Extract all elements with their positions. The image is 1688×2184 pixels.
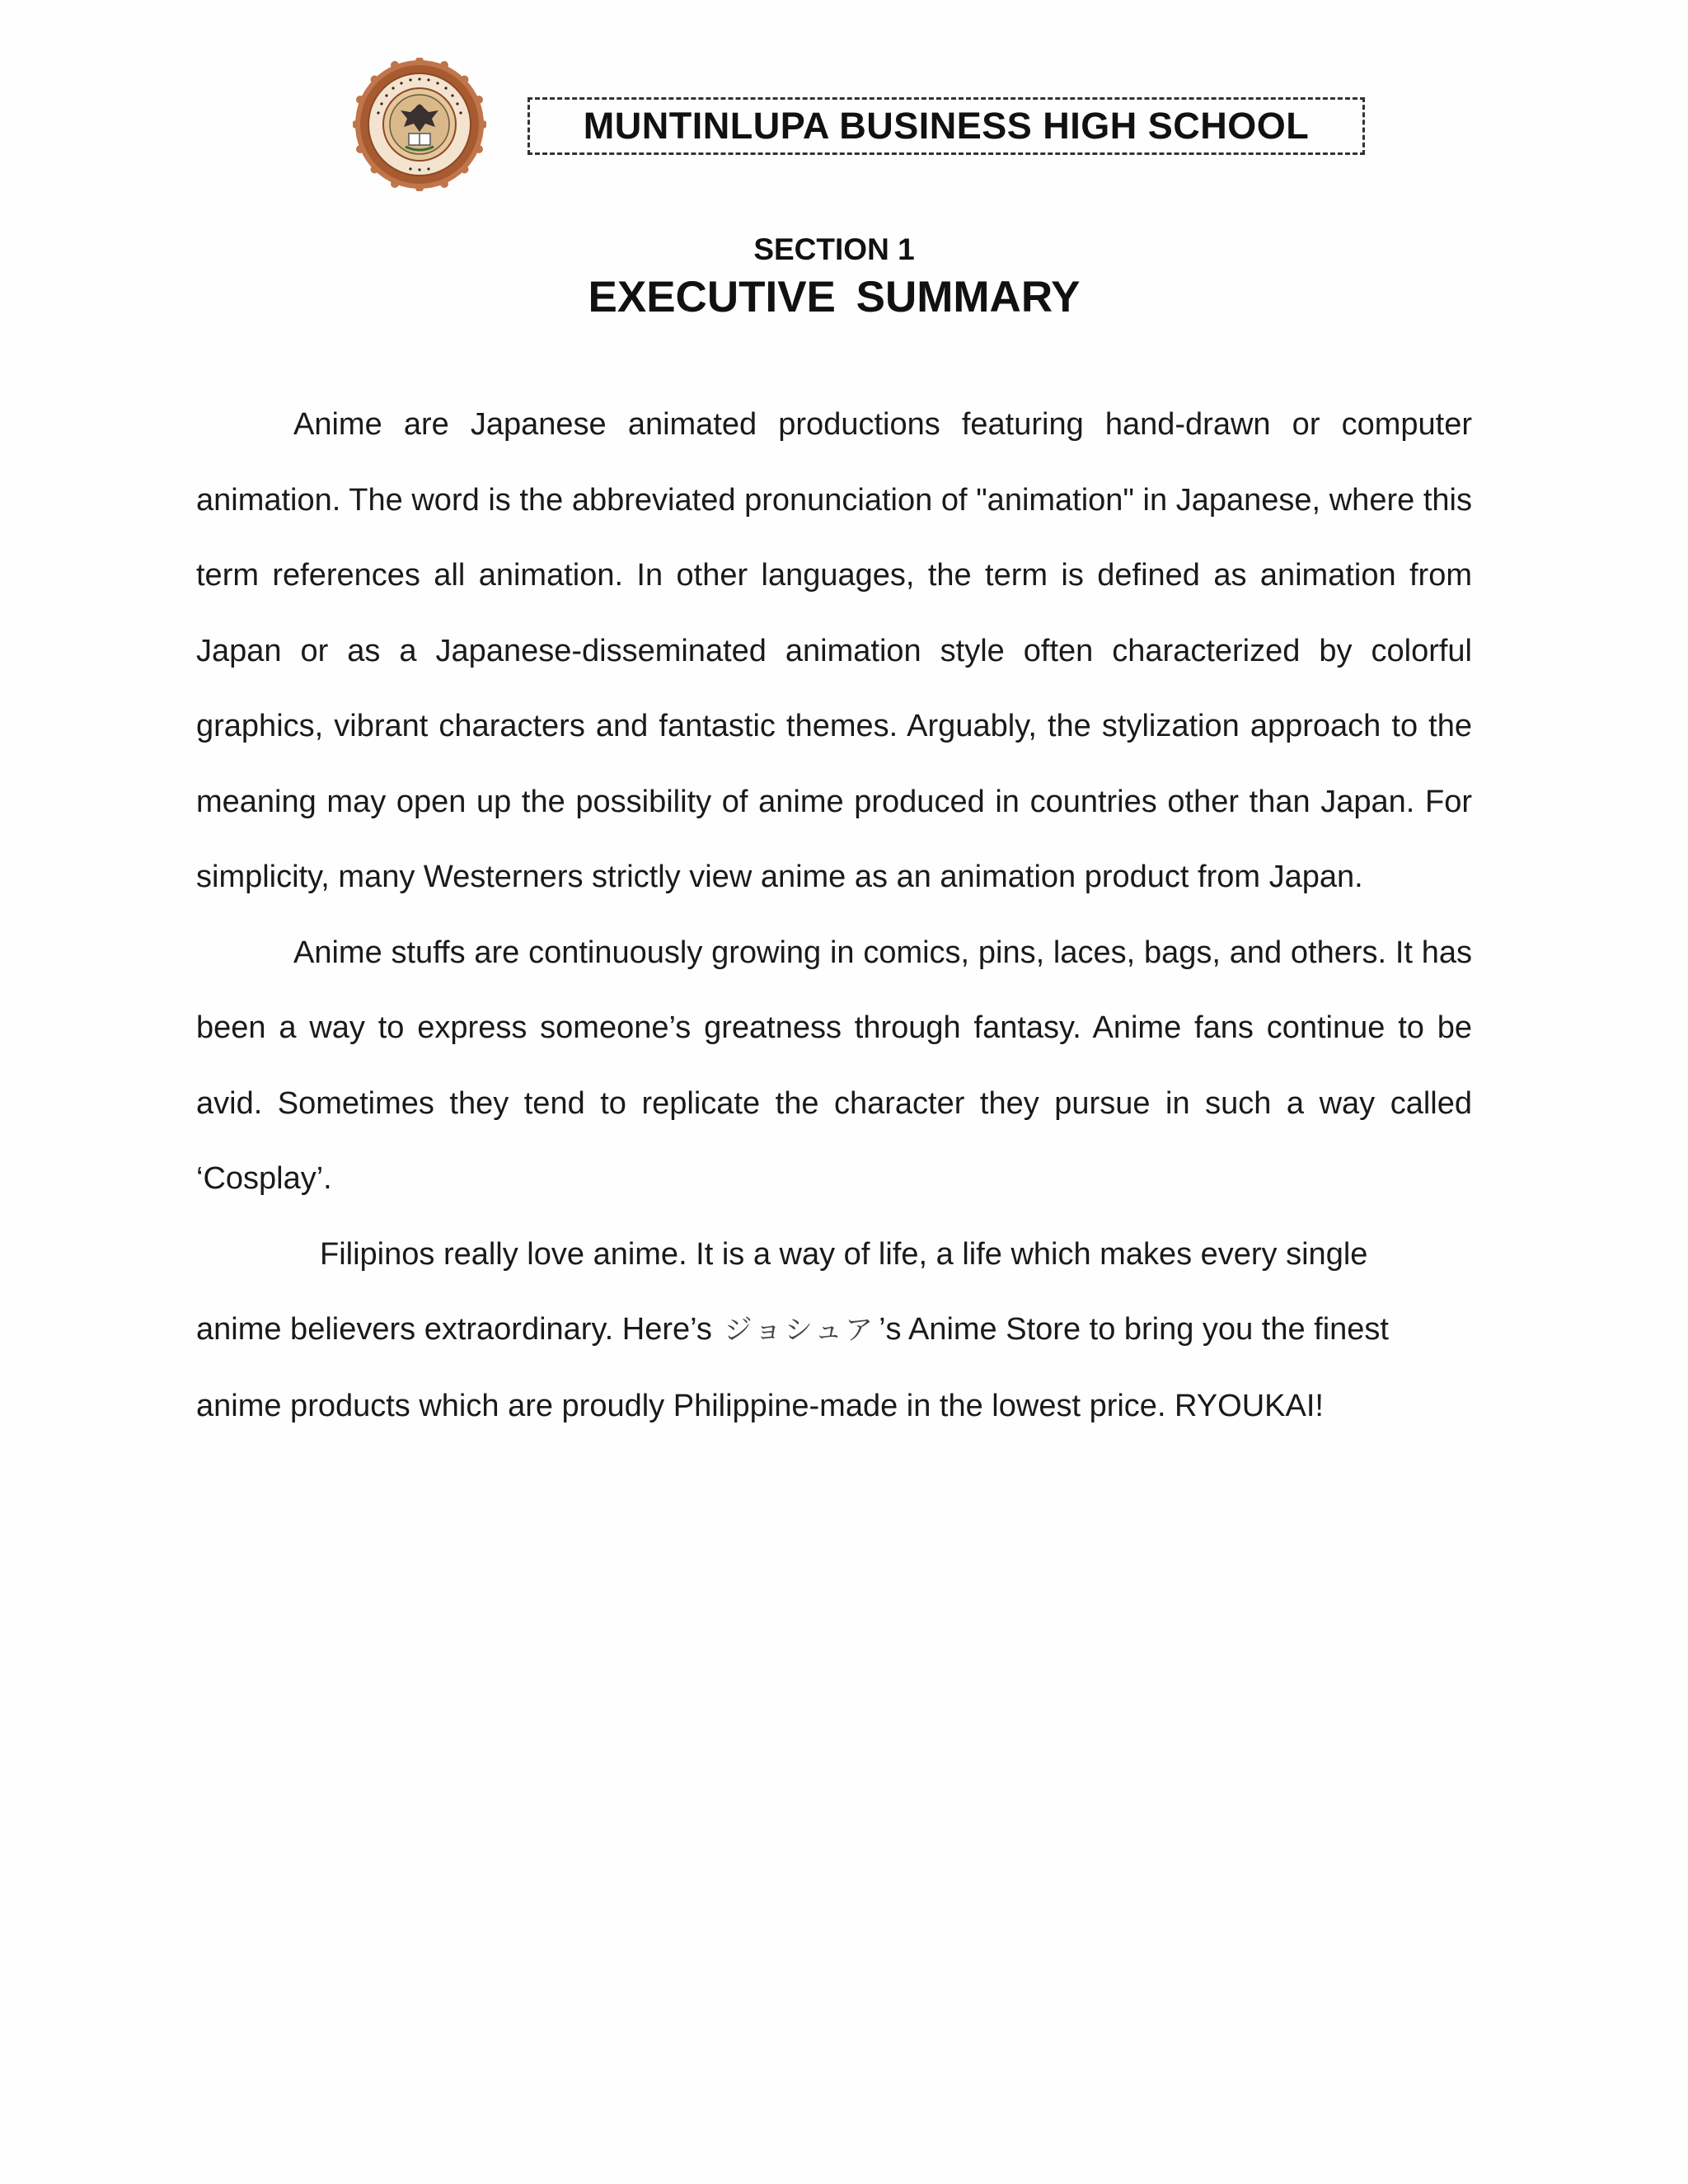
paragraph-3-after: ’s Anime Store to bring you the finest anime products which are proudly Philippine-made in the lowest price. RYOUKAI! xyxy=(196,1312,1389,1423)
section-title: EXECUTIVE SUMMARY xyxy=(588,273,1081,321)
paragraph-1: Anime are Japanese animated productions featuring hand-drawn or computer animation. The word is the abbreviated pronunciation of "animation" in Japanese, where this term references all animation. In other languages, the term is defined as animation from Japan or as a Japanese-disseminated animation style often characterized by colorful graphics, vibrant characters and fantastic themes. Arguably, the stylization approach to the meaning may open up the possibility of anime produced in countries other than Japan. For simplicity, many Westerners strictly view anime as an animation product from Japan. xyxy=(196,407,1472,894)
paragraph-3 xyxy=(196,1217,1457,1445)
store-owner-name: ジョシュア xyxy=(724,1314,876,1347)
school-name: MUNTINLUPA BUSINESS HIGH SCHOOL xyxy=(583,105,1310,147)
section-label: SECTION 1 xyxy=(753,232,915,266)
paragraph-3-before: Filipinos really love anime. It is a way of life, a life which makes every single anime believers extraordinary. Here’s xyxy=(196,1236,1368,1347)
paragraph-2: Anime stuffs are continuously growing in comics, pins, laces, bags, and others. It has been a way to express someone’s greatness through fantasy. Anime fans continue to be avid. Sometimes they tend to replicate the character they pursue in such a way called ‘Cosplay’. xyxy=(196,935,1472,1196)
school-seal-icon xyxy=(353,58,486,191)
body-text xyxy=(196,387,1472,1444)
school-name-box xyxy=(528,97,1365,155)
